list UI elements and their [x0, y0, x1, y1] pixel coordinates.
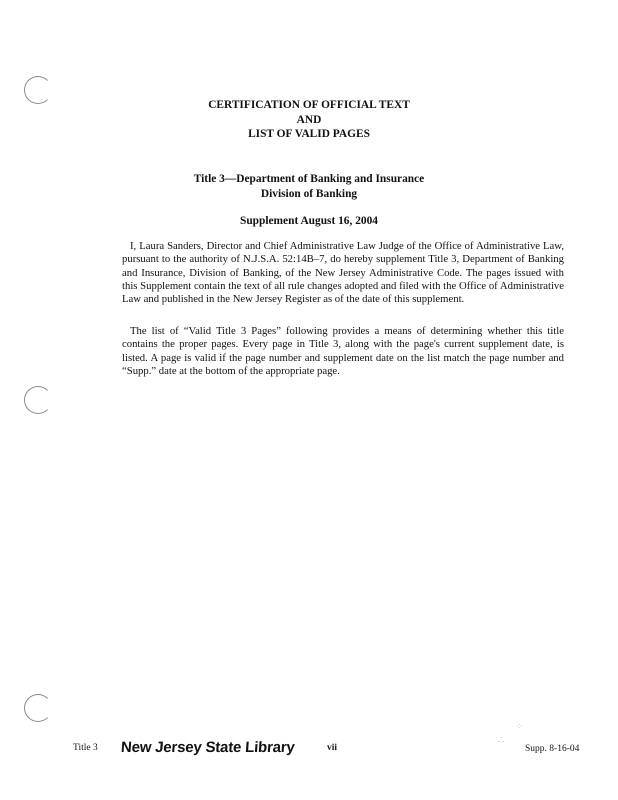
binder-hole-mark [24, 694, 52, 722]
certification-line-3: LIST OF VALID PAGES [248, 128, 370, 140]
title-heading [0, 172, 618, 201]
binder-hole-mark [24, 386, 52, 414]
valid-pages-paragraph: The list of “Valid Title 3 Pages” following provides a means of determining whether this title contains the proper pages. Every page in Title 3, along with the page's current supplement date, is listed. A page is valid if the page number and supplement date on the list match the page number and “Supp.” date at the bottom of the appropriate page. [122, 325, 564, 377]
library-stamp: New Jersey State Library [120, 739, 296, 756]
footer-supp-date: Supp. 8-16-04 [525, 744, 580, 754]
title-line-2: Division of Banking [260, 187, 358, 200]
scan-speckle-mark: ⁘ [516, 722, 523, 731]
footer-page-number: vii [327, 743, 338, 753]
certification-heading [0, 98, 618, 142]
title-line-1: Title 3—Department of Banking and Insurance [193, 173, 425, 185]
certification-line-1: CERTIFICATION OF OFFICIAL TEXT [208, 99, 410, 111]
supplement-date-heading: Supplement August 16, 2004 [240, 215, 378, 227]
scan-speckle-mark: ∴ [498, 735, 505, 746]
certification-line-2: AND [296, 113, 322, 126]
footer-title: Title 3 [73, 743, 98, 753]
certification-paragraph: I, Laura Sanders, Director and Chief Administrative Law Judge of the Office of Administrative Law, pursuant to the authority of N.J.S.A. 52:14B–7, do hereby supplement Title 3, Department of Banking and Insurance, Division of Banking, of the New Jersey Administrative Code. The pages issued with this Supplement contain the text of all rule changes adopted and filed with the Office of Administrative Law and published in the New Jersey Register as of the date of this supplement. [122, 240, 564, 306]
